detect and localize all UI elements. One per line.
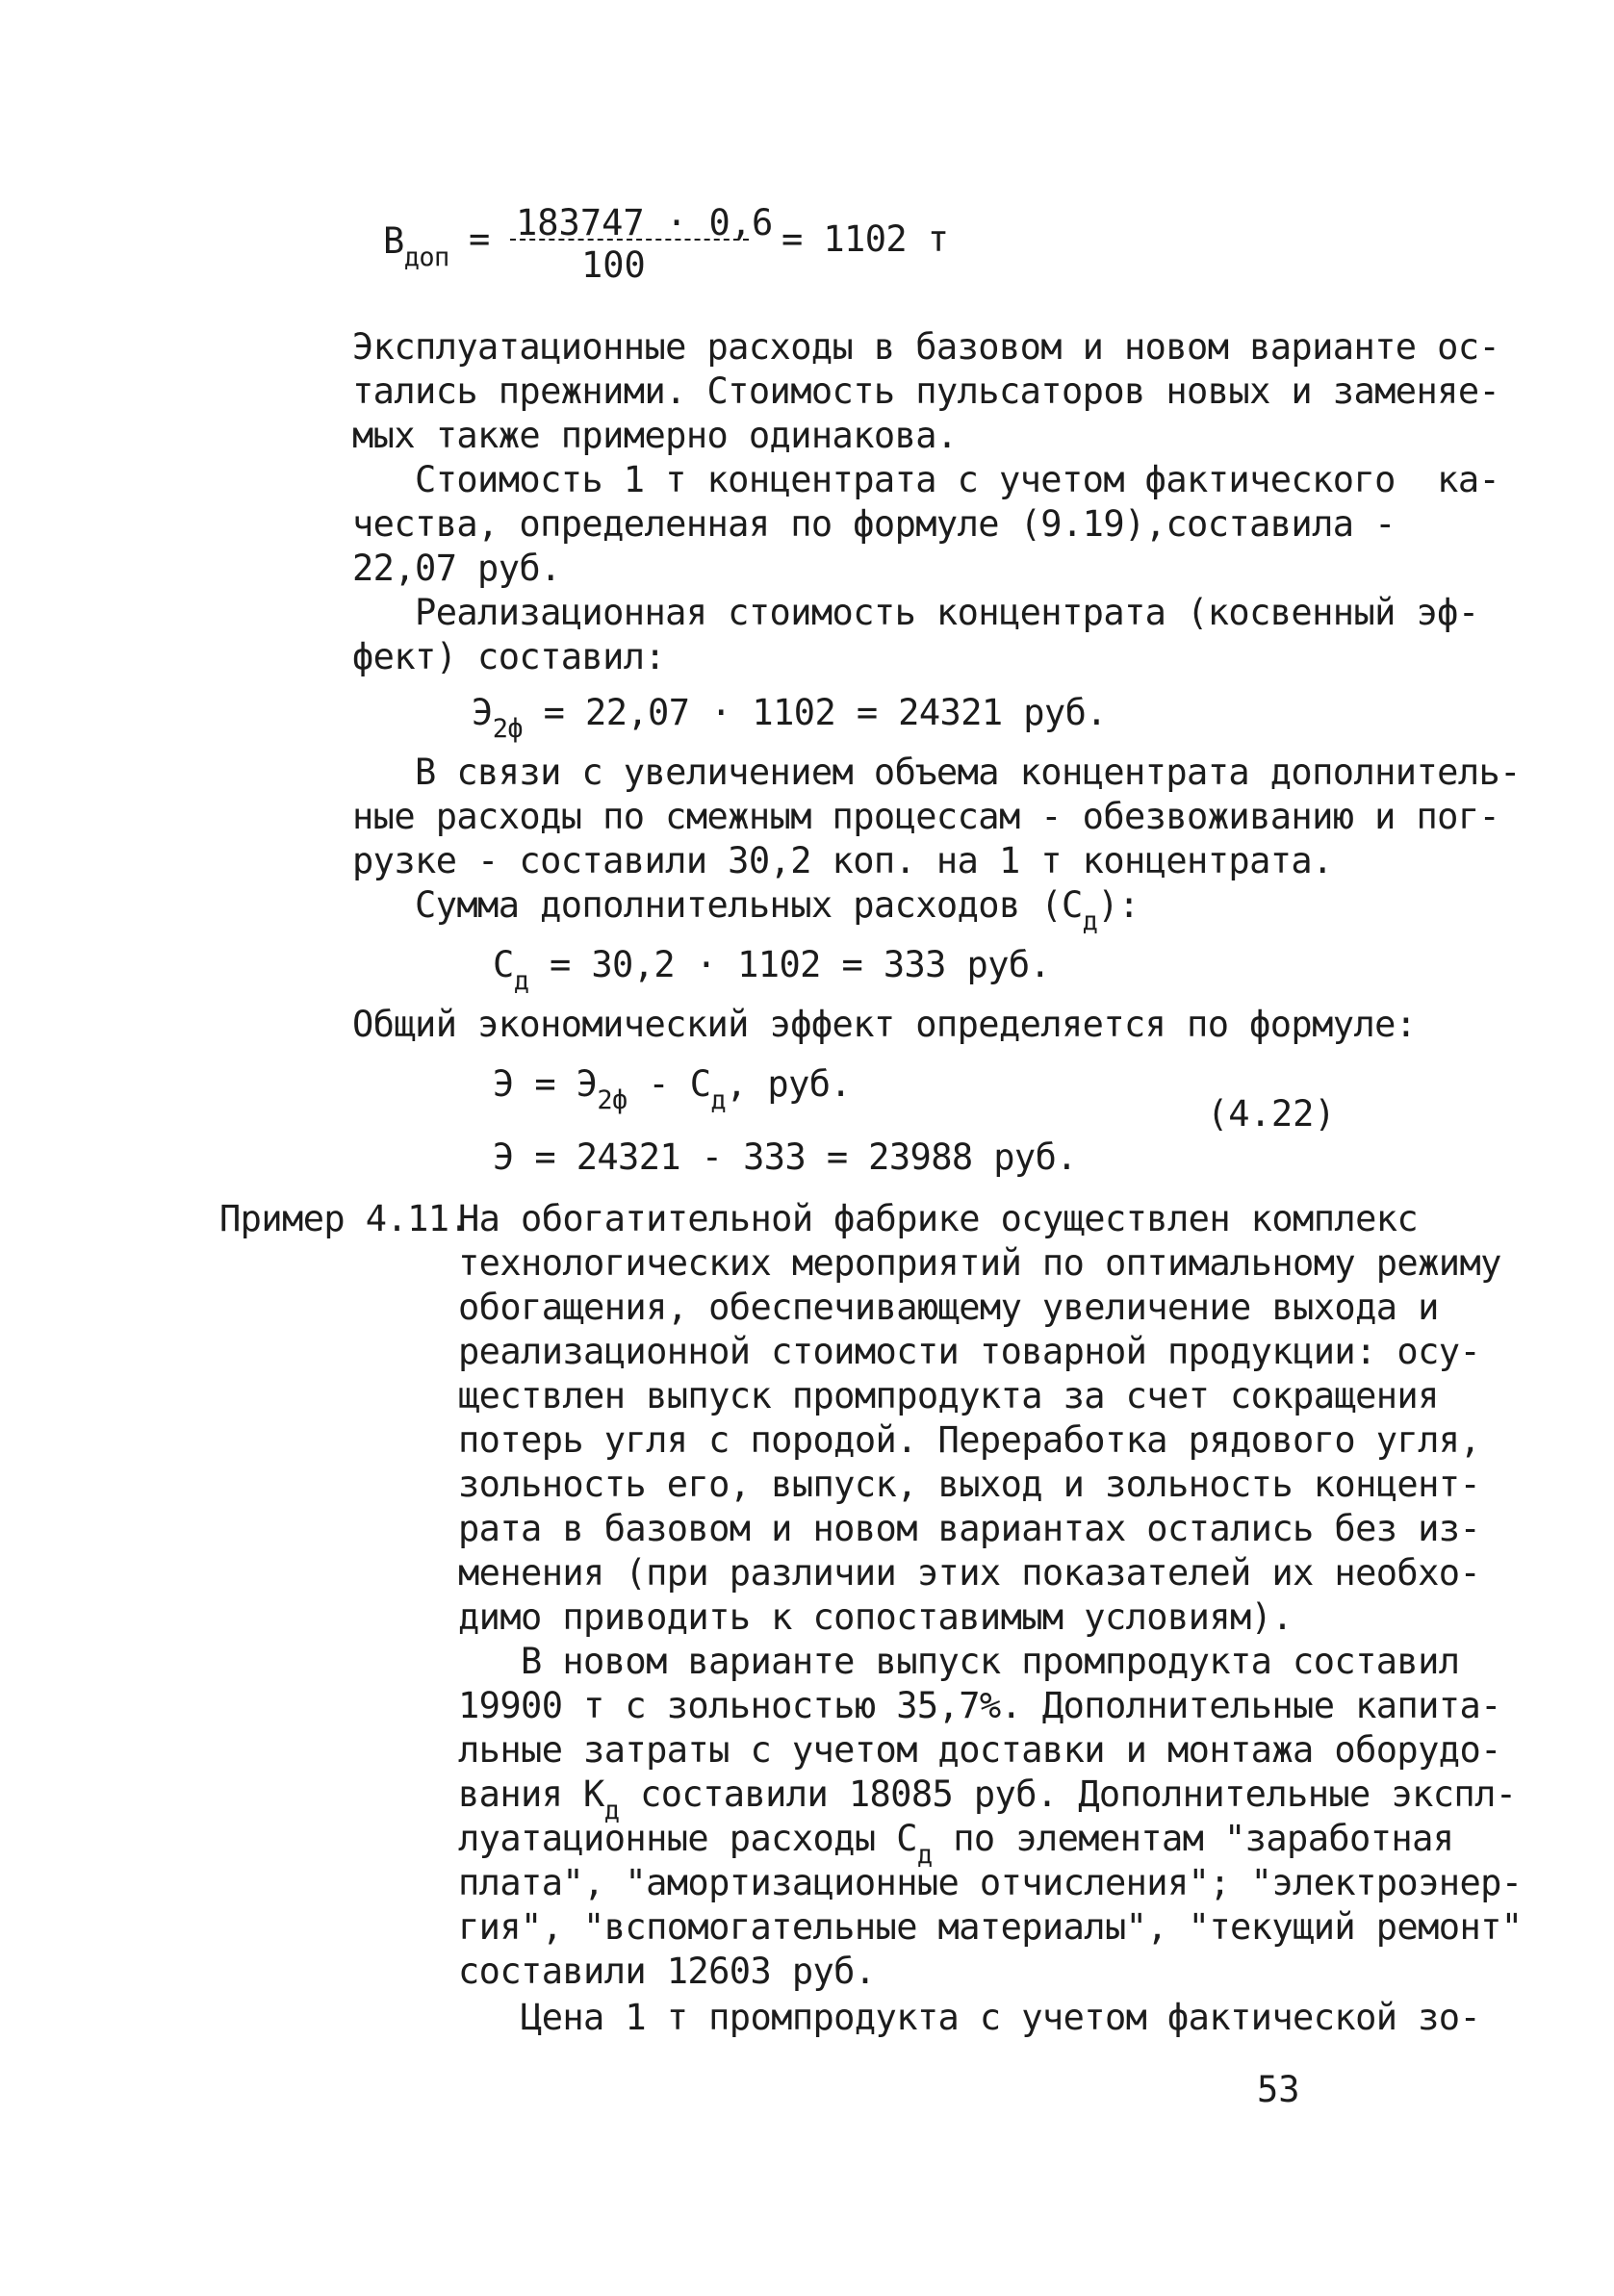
text-line: тались прежними. Стоимость пульсаторов новых и заменяе-: [352, 370, 1500, 412]
equation-e2f: $Э_{2ф} = 22,07 \cdot 1102 = 24321$ руб.: [472, 692, 1107, 744]
equation-e-general: $Э = Э_{2ф} - С_д$, руб.: [493, 1063, 852, 1115]
text-line: Стоимость 1 т концентрата с учетом фактического ка-: [352, 459, 1500, 500]
text-line: В связи с увеличением объема концентрата дополнитель-: [352, 752, 1521, 793]
formula-lhs: В: [383, 220, 404, 262]
formula-rhs: = 1102 т: [781, 218, 949, 260]
text-line: гия", "вспомогательные материалы", "текущий ремонт": [458, 1906, 1523, 1948]
text-line: реализационной стоимости товарной продукции: осу-: [458, 1331, 1481, 1372]
text-line: Цена 1 т промпродукта с учетом фактической зо-: [458, 1997, 1481, 2038]
text-line: мых также примерно одинакова.: [352, 415, 958, 456]
text-line: зольность его, выпуск, выход и зольность концент-: [458, 1464, 1481, 1505]
text-line: Эксплуатационные расходы в базовом и новом варианте ос-: [352, 326, 1500, 368]
text-line: технологических мероприятий по оптимальному режиму: [458, 1242, 1501, 1284]
text-line: луатационные расходы $С_д$ по элементам "заработная: [458, 1818, 1454, 1870]
text-line: чества, определенная по формуле (9.19),составила -: [352, 503, 1396, 545]
fraction-bar: [510, 239, 749, 241]
text-line: плата", "амортизационные отчисления"; "электроэнер-: [458, 1862, 1523, 1903]
text-line: ществлен выпуск промпродукта за счет сокращения: [458, 1375, 1439, 1416]
formula-denominator: 100: [581, 244, 646, 286]
text-line: Общий экономический эффект определяется по формуле:: [352, 1004, 1417, 1045]
text-line: рузке - составили 30,2 коп. на 1 т концентрата.: [352, 840, 1333, 881]
text-line: льные затраты с учетом доставки и монтажа оборудо-: [458, 1729, 1501, 1771]
equation-number: (4.22): [1207, 1093, 1336, 1135]
text-line: Реализационная стоимость концентрата (косвенный эф-: [352, 592, 1479, 633]
formula-eq: =: [469, 218, 490, 260]
text-line: вания $К_д$ составили 18085 руб. Дополнительные экспл-: [458, 1773, 1517, 1825]
text-line: обогащения, обеспечивающему увеличение выхода и: [458, 1287, 1439, 1328]
text-line: димо приводить к сопоставимым условиям).: [458, 1596, 1294, 1638]
formula-lhs-sub: доп: [403, 242, 449, 272]
text-line: В новом варианте выпуск промпродукта составил: [458, 1641, 1460, 1682]
equation-cd: $С_д = 30,2 \cdot 1102 = 333$ руб.: [493, 944, 1051, 996]
page-number: 53: [1257, 2069, 1300, 2110]
formula-numerator: 183747 · 0,6: [516, 202, 774, 243]
example-label: Пример 4.11.: [219, 1198, 471, 1239]
text-line: составили 12603 руб.: [458, 1951, 876, 1992]
text-line: менения (при различии этих показателей их необхо-: [458, 1552, 1481, 1594]
equation-e-value: Э = 24321 - 333 = 23988 руб.: [493, 1136, 1077, 1178]
text-line: фект) составил:: [352, 636, 666, 677]
text-line: 19900 т с зольностью 35,7%. Дополнительные капита-: [458, 1685, 1501, 1726]
text-line: рата в базовом и новом вариантах остались без из-: [458, 1508, 1481, 1549]
text-line: Сумма дополнительных расходов $(С_д)$:: [352, 884, 1140, 936]
text-line: ные расходы по смежным процессам - обезвоживанию и пог-: [352, 796, 1500, 837]
text-line: На обогатительной фабрике осуществлен комплекс: [458, 1198, 1419, 1239]
text-line: потерь угля с породой. Переработка рядового угля,: [458, 1419, 1481, 1461]
text-line: 22,07 руб.: [352, 548, 561, 589]
